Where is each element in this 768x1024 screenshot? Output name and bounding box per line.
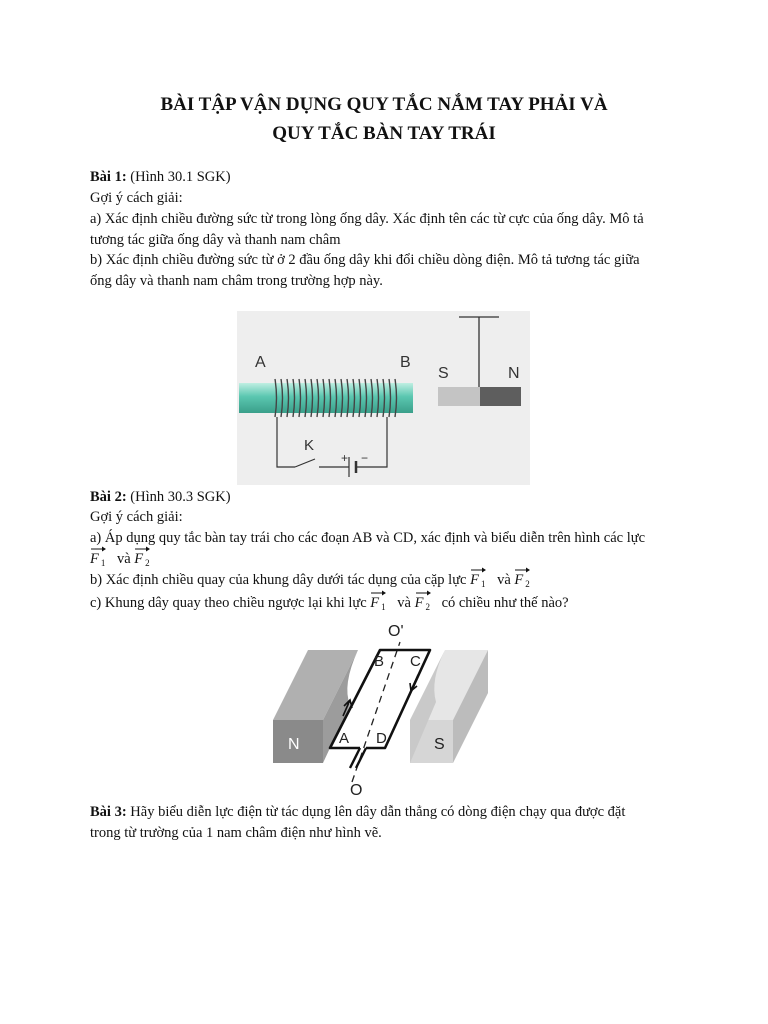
bai1-hint: Gợi ý cách giải: xyxy=(90,190,183,206)
switch-k-label: K xyxy=(304,437,315,454)
axis-o-prime-label: O' xyxy=(388,623,404,640)
bai1-a-line2: tương tác giữa ống dây và thanh nam châm xyxy=(90,232,341,248)
bai1-heading xyxy=(90,167,690,188)
bai1-a-line1: a) Xác định chiều đường sức từ trong lòng ống dây. Xác định tên các từ cực của ống dây. Mô tả xyxy=(90,211,644,227)
bai1-b-line2: ống dây và thanh nam châm trong trường hợp này. xyxy=(90,273,383,289)
bai3-label: Bài 3: xyxy=(90,804,127,820)
bai2-a-line1: a) Áp dụng quy tắc bàn tay trái cho các đoạn AB và CD, xác định và biểu diễn trên hình các lực xyxy=(90,530,646,546)
bai3-line2: trong từ trường của 1 nam châm điện như hình vẽ. xyxy=(90,825,382,841)
solenoid-core xyxy=(239,383,413,413)
figure-solenoid-magnet xyxy=(237,311,530,485)
vector-f1: F $_1$ xyxy=(470,570,493,592)
magnet-n-label: N xyxy=(508,365,520,382)
bai1-b-line1: b) Xác định chiều đường sức từ ở 2 đầu ống dây khi đổi chiều dòng điện. Mô tả tương tác giữa xyxy=(90,252,640,268)
vector-arrow-icon xyxy=(515,567,531,573)
vector-f2: F $_2$ xyxy=(415,593,438,615)
magnet-s-label: S xyxy=(438,365,449,382)
bai2-heading xyxy=(90,487,690,508)
magnet-south-half xyxy=(438,387,480,406)
bai2-hint: Gợi ý cách giải: xyxy=(90,509,183,525)
page-title-line1: BÀI TẬP VẬN DỤNG QUY TẮC NẮM TAY PHẢI VÀ xyxy=(160,94,608,115)
vector-arrow-icon xyxy=(416,590,432,596)
vector-f2: F $_2$ xyxy=(134,549,157,571)
vector-arrow-icon xyxy=(471,567,487,573)
south-pole-label: S xyxy=(434,736,445,753)
bai3-line1: Bài 3: Hãy biểu diễn lực điện từ tác dụng lên dây dẫn thẳng có dòng điện chạy qua được đặt xyxy=(90,804,626,820)
bai1-label: Bài 1: xyxy=(90,169,127,185)
vector-f1: F $_1$ xyxy=(90,549,113,571)
coil-b-label: B xyxy=(374,653,385,670)
battery-plus-label: + xyxy=(341,451,349,465)
coil-d-label: D xyxy=(376,730,387,747)
figure-coil-between-poles xyxy=(270,620,490,798)
current-arrow-icon xyxy=(410,675,418,691)
bai2-ref: (Hình 30.3 SGK) xyxy=(126,489,231,505)
axis-o-label: O xyxy=(350,782,363,798)
page-title-line2: QUY TẮC BÀN TAY TRÁI xyxy=(272,123,496,144)
bai2-label: Bài 2: xyxy=(90,489,127,505)
vector-f2: F $_2$ xyxy=(514,570,537,592)
vector-f1: F $_1$ xyxy=(370,593,393,615)
solenoid-end-a-label: A xyxy=(255,354,266,371)
bai2-c-line: c) Khung dây quay theo chiều ngược lại khi lực F $_1$ và F $_2$ có chiều như thế nào? xyxy=(90,593,690,615)
coil-a-label: A xyxy=(339,730,350,747)
vector-arrow-icon xyxy=(135,546,151,552)
bai2-a-line2: F $_1$ và F $_2$ xyxy=(90,549,690,571)
bai2-b-line: b) Xác định chiều quay của khung dây dưới tác dụng của cặp lực F $_1$ và F $_2$ xyxy=(90,570,690,592)
north-pole-label: N xyxy=(288,736,300,753)
solenoid-end-b-label: B xyxy=(400,354,411,371)
bai1-ref: (Hình 30.1 SGK) xyxy=(126,169,231,185)
magnet-north-half xyxy=(480,387,521,406)
coil-c-label: C xyxy=(410,653,421,670)
battery-minus-label: − xyxy=(361,451,369,465)
vector-arrow-icon xyxy=(91,546,107,552)
vector-arrow-icon xyxy=(371,590,387,596)
